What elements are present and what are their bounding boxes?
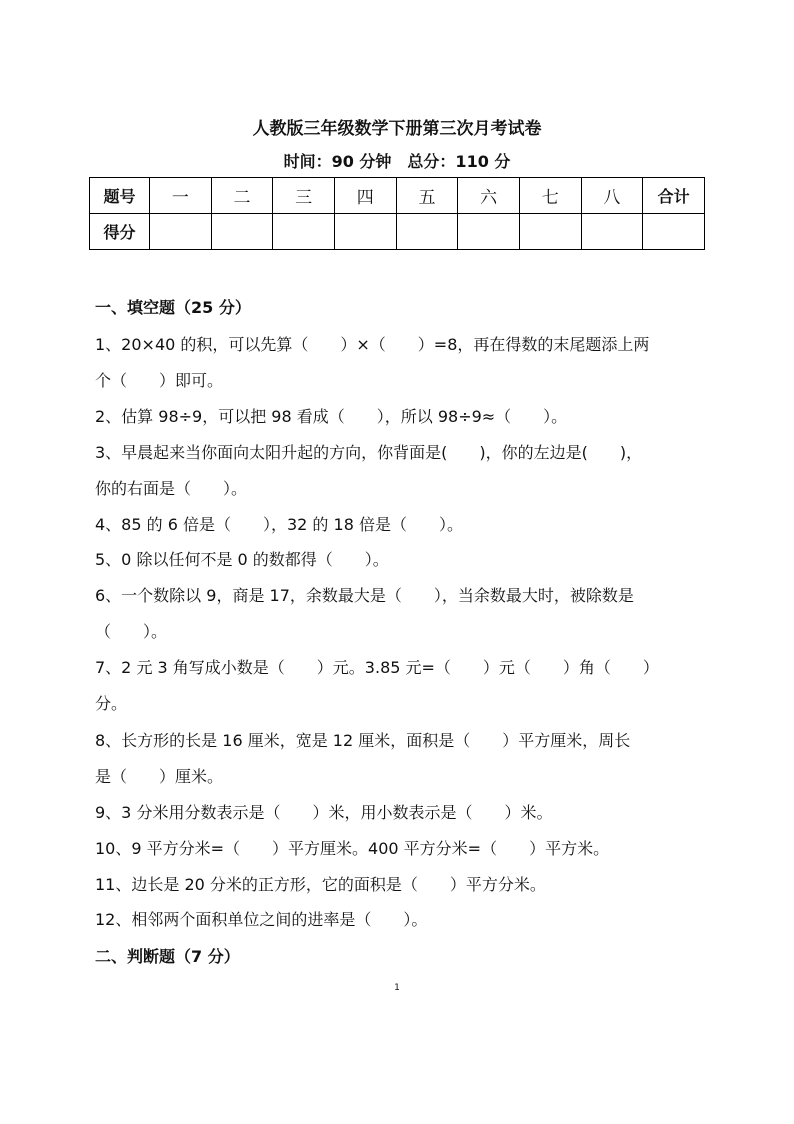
header-cell: 一 xyxy=(150,178,212,214)
score-cell xyxy=(211,214,273,250)
header-cell: 题号 xyxy=(90,178,150,214)
question-line: 分。 xyxy=(95,694,128,713)
question-line: 3、早晨起来当你面向太阳升起的方向，你背面是( )，你的左边是( )， xyxy=(95,443,643,462)
score-row-label: 得分 xyxy=(90,214,150,250)
question-line: 6、一个数除以 9，商是 17，余数最大是（ ），当余数最大时，被除数是 xyxy=(95,586,634,605)
header-cell: 六 xyxy=(458,178,520,214)
header-cell: 五 xyxy=(396,178,458,214)
question-line: 12、相邻两个面积单位之间的进率是（ ）。 xyxy=(95,910,428,929)
score-cell xyxy=(150,214,212,250)
score-table-score-row xyxy=(90,214,705,250)
header-cell: 七 xyxy=(519,178,581,214)
question-line: 你的右面是（ ）。 xyxy=(95,479,248,498)
question-line: 7、2 元 3 角写成小数是（ ）元。3.85 元=（ ）元（ ）角（ ） xyxy=(95,658,659,677)
page-number: 1 xyxy=(394,983,400,993)
header-cell: 八 xyxy=(581,178,643,214)
page-title: 人教版三年级数学下册第三次月考试卷 xyxy=(252,119,542,139)
question-line: 9、3 分米用分数表示是（ ）米，用小数表示是（ ）米。 xyxy=(95,803,553,822)
question-line: 4、85 的 6 倍是（ ），32 的 18 倍是（ ）。 xyxy=(95,515,463,534)
header-cell: 二 xyxy=(211,178,273,214)
section-heading-fill-blank: 一、填空题（25 分） xyxy=(95,298,251,317)
question-line: （ ）。 xyxy=(95,622,168,641)
question-line: 11、边长是 20 分米的正方形，它的面积是（ ）平方分米。 xyxy=(95,875,546,894)
score-table xyxy=(89,177,705,250)
score-cell xyxy=(643,214,705,250)
exam-time-score: 时间：90 分钟 总分：110 分 xyxy=(283,152,511,171)
score-cell xyxy=(273,214,335,250)
header-cell: 四 xyxy=(334,178,396,214)
question-line: 1、20×40 的积，可以先算（ ）×（ ）=8，再在得数的末尾题添上两 xyxy=(95,335,650,354)
section-heading-true-false: 二、判断题（7 分） xyxy=(95,947,240,966)
score-cell xyxy=(581,214,643,250)
question-line: 是（ ）厘米。 xyxy=(95,767,224,786)
question-line: 10、9 平方分米=（ ）平方厘米。400 平方分米=（ ）平方米。 xyxy=(95,839,610,858)
score-cell xyxy=(458,214,520,250)
score-cell xyxy=(519,214,581,250)
question-line: 个（ ）即可。 xyxy=(95,371,224,390)
score-cell xyxy=(396,214,458,250)
score-cell xyxy=(334,214,396,250)
header-cell: 合计 xyxy=(643,178,705,214)
header-cell: 三 xyxy=(273,178,335,214)
score-table-header-row xyxy=(90,178,705,214)
question-line: 8、长方形的长是 16 厘米，宽是 12 厘米，面积是（ ）平方厘米，周长 xyxy=(95,731,631,750)
question-line: 2、估算 98÷9，可以把 98 看成（ ），所以 98÷9≈（ ）。 xyxy=(95,407,568,426)
question-line: 5、0 除以任何不是 0 的数都得（ ）。 xyxy=(95,550,389,569)
